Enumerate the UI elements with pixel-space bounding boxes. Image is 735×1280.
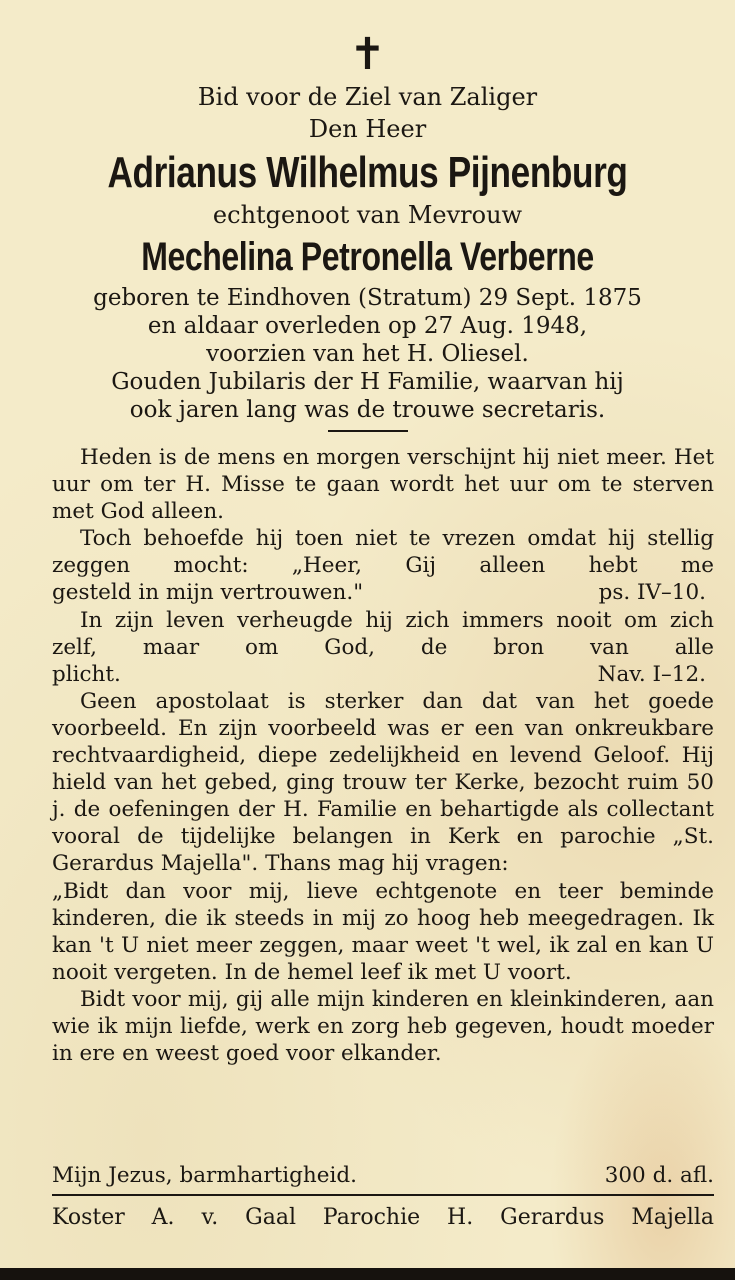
paragraph: „Bidt dan voor mij, lieve echtgenote en teer beminde kinderen, die ik steeds in mij zo hoog heb meegedragen. Ik kan 't U niet meer zeggen, maar weet 't wel, ik zal en kan U nooit vergeten. In de hemel leef ik met U voort. <box>52 878 714 985</box>
intro-line: Bid voor de Ziel van Zaliger <box>197 83 538 111</box>
card-edge <box>0 1268 735 1280</box>
bio-line: voorzien van het H. Oliesel. <box>206 341 529 367</box>
paragraph: Geen apostolaat is sterker dan dat van het goede voorbeeld. En zijn voorbeeld was er een van onkreukbare rechtvaardigheid, diepe zedelijkheid en levend Geloof. Hij hield van het gebed, ging trouw ter Kerke, bezocht ruim 50 j. de oefeningen der H. Familie en behartigde als collectant vooral de tijdelijke belangen in Kerk en parochie „St. Gerardus Majella". Thans mag hij vragen: <box>52 688 714 877</box>
prayer-line <box>52 1162 714 1190</box>
spouse-label: echtgenoot van Mevrouw <box>212 201 523 229</box>
paragraph: Bidt voor mij, gij alle mijn kinderen en kleinkinderen, aan wie ik mijn liefde, werk en zorg heb gegeven, houdt moeder in ere en weest goed voor elkander. <box>52 986 714 1067</box>
divider <box>328 430 408 432</box>
printer-credit: Koster A. v. Gaal Parochie H. Gerardus Majella <box>52 1205 714 1230</box>
bio-line: Gouden Jubilaris der H Familie, waarvan hij <box>111 369 624 395</box>
latin-cross-icon: ✝ <box>349 29 386 80</box>
honorific-line: Den Heer <box>308 115 427 143</box>
scripture-reference: ps. IV–10. <box>598 580 706 606</box>
indulgence-text: 300 d. afl. <box>604 1163 714 1188</box>
spouse-name: Mechelina Petronella Verberne <box>141 235 594 279</box>
scripture-reference: Nav. I–12. <box>597 661 706 687</box>
paragraph: In zijn leven verheugde hij zich immers nooit om zich zelf, maar om God, de bron van alle <box>52 607 714 660</box>
bio-line: ook jaren lang was de trouwe secretaris. <box>129 397 606 423</box>
bio-line: geboren te Eindhoven (Stratum) 29 Sept. 1875 <box>93 285 642 311</box>
obituary-text <box>52 444 714 1067</box>
reference-line <box>52 661 714 688</box>
deceased-name: Adrianus Wilhelmus Pijnenburg <box>107 148 628 197</box>
paragraph: Heden is de mens en morgen verschijnt hij niet meer. Het uur om ter H. Misse te gaan wordt het uur om te sterven met God alleen. <box>52 445 714 525</box>
paragraph: Toch behoefde hij toen niet te vrezen omdat hij stellig zeggen mocht: „Heer, Gij alleen hebt me <box>52 526 714 579</box>
paragraph-end: gesteld in mijn vertrouwen." <box>52 580 364 606</box>
reference-line <box>52 579 714 606</box>
footer-divider <box>52 1194 714 1196</box>
bio-line: en aldaar overleden op 27 Aug. 1948, <box>147 313 588 339</box>
prayer-text: Mijn Jezus, barmhartigheid. <box>52 1163 357 1188</box>
paragraph-end: plicht. <box>52 661 121 687</box>
